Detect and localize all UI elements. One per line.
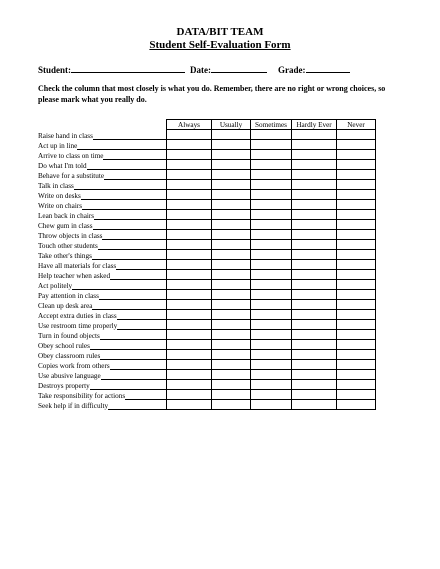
table-row: [38, 150, 376, 160]
behavior-text: Act up in line: [38, 141, 78, 150]
check-cell-usually[interactable]: [212, 360, 251, 370]
check-cell-never[interactable]: [337, 220, 376, 230]
table-row: [38, 270, 376, 280]
check-cell-hardly-ever[interactable]: [292, 280, 337, 290]
col-always: Always: [167, 120, 212, 130]
check-cell-hardly-ever[interactable]: [292, 230, 337, 240]
check-cell-never[interactable]: [337, 150, 376, 160]
check-cell-hardly-ever[interactable]: [292, 340, 337, 350]
check-cell-sometimes[interactable]: [251, 140, 292, 150]
behavior-label: [38, 270, 167, 280]
check-cell-hardly-ever[interactable]: [292, 370, 337, 380]
check-cell-hardly-ever[interactable]: [292, 320, 337, 330]
check-cell-always[interactable]: [167, 340, 212, 350]
check-cell-always[interactable]: [167, 290, 212, 300]
table-row: [38, 360, 376, 370]
check-cell-always[interactable]: [167, 380, 212, 390]
behavior-text: Clean up desk area: [38, 301, 93, 310]
check-cell-always[interactable]: [167, 220, 212, 230]
behavior-text: Copies work from others: [38, 361, 110, 370]
table-row: [38, 300, 376, 310]
team-title: DATA/BIT TEAM: [176, 26, 264, 38]
behavior-text: Do what I'm told: [38, 161, 87, 170]
check-cell-always[interactable]: [167, 190, 212, 200]
check-cell-always[interactable]: [167, 170, 212, 180]
check-cell-hardly-ever[interactable]: [292, 220, 337, 230]
student-field[interactable]: [38, 64, 185, 75]
check-cell-always[interactable]: [167, 200, 212, 210]
table-row: [38, 350, 376, 360]
behavior-label: [38, 170, 167, 180]
check-cell-never[interactable]: [337, 400, 376, 410]
check-cell-sometimes[interactable]: [251, 180, 292, 190]
check-cell-usually[interactable]: [212, 320, 251, 330]
behavior-label: [38, 260, 167, 270]
col-never: Never: [337, 120, 376, 130]
behavior-header: [38, 120, 167, 130]
check-cell-hardly-ever[interactable]: [292, 190, 337, 200]
behavior-label: [38, 160, 167, 170]
behavior-text: Take responsibility for actions: [38, 391, 126, 400]
check-cell-always[interactable]: [167, 150, 212, 160]
header-row: [38, 120, 376, 130]
check-cell-hardly-ever[interactable]: [292, 200, 337, 210]
behavior-label: [38, 200, 167, 210]
grade-label: Grade:: [278, 65, 306, 75]
check-cell-never[interactable]: [337, 240, 376, 250]
check-cell-usually[interactable]: [212, 300, 251, 310]
table-row: [38, 280, 376, 290]
behavior-label: [38, 320, 167, 330]
check-cell-sometimes[interactable]: [251, 340, 292, 350]
table-row: [38, 310, 376, 320]
check-cell-sometimes[interactable]: [251, 200, 292, 210]
behavior-text: Pay attention in class: [38, 291, 99, 300]
behavior-text: Raise hand in class: [38, 131, 93, 140]
check-cell-always[interactable]: [167, 140, 212, 150]
check-cell-sometimes[interactable]: [251, 300, 292, 310]
date-field[interactable]: [190, 64, 267, 75]
check-cell-usually[interactable]: [212, 220, 251, 230]
check-cell-hardly-ever[interactable]: [292, 350, 337, 360]
behavior-label: [38, 380, 167, 390]
check-cell-sometimes[interactable]: [251, 330, 292, 340]
check-cell-always[interactable]: [167, 230, 212, 240]
check-cell-always[interactable]: [167, 130, 212, 140]
student-line[interactable]: [71, 64, 185, 73]
check-cell-never[interactable]: [337, 330, 376, 340]
table-row: [38, 170, 376, 180]
behavior-label: [38, 180, 167, 190]
table-row: [38, 130, 376, 140]
check-cell-hardly-ever[interactable]: [292, 310, 337, 320]
check-cell-usually[interactable]: [212, 240, 251, 250]
behavior-label: [38, 310, 167, 320]
check-cell-sometimes[interactable]: [251, 350, 292, 360]
behavior-label: [38, 250, 167, 260]
check-cell-sometimes[interactable]: [251, 260, 292, 270]
check-cell-usually[interactable]: [212, 260, 251, 270]
check-cell-hardly-ever[interactable]: [292, 270, 337, 280]
behavior-label: [38, 400, 167, 410]
behavior-text: Destroys property: [38, 381, 90, 390]
check-cell-never[interactable]: [337, 370, 376, 380]
check-cell-usually[interactable]: [212, 340, 251, 350]
check-cell-usually[interactable]: [212, 230, 251, 240]
behavior-text: Obey classroom rules: [38, 351, 101, 360]
check-cell-sometimes[interactable]: [251, 130, 292, 140]
check-cell-never[interactable]: [337, 250, 376, 260]
check-cell-never[interactable]: [337, 360, 376, 370]
check-cell-usually[interactable]: [212, 210, 251, 220]
check-cell-always[interactable]: [167, 250, 212, 260]
check-cell-hardly-ever[interactable]: [292, 210, 337, 220]
check-cell-sometimes[interactable]: [251, 190, 292, 200]
behavior-label: [38, 240, 167, 250]
check-cell-hardly-ever[interactable]: [292, 260, 337, 270]
check-cell-never[interactable]: [337, 390, 376, 400]
check-cell-hardly-ever[interactable]: [292, 170, 337, 180]
date-label: Date:: [190, 65, 211, 75]
check-cell-sometimes[interactable]: [251, 360, 292, 370]
check-cell-always[interactable]: [167, 260, 212, 270]
check-cell-usually[interactable]: [212, 370, 251, 380]
check-cell-sometimes[interactable]: [251, 400, 292, 410]
col-usually: Usually: [212, 120, 251, 130]
check-cell-never[interactable]: [337, 210, 376, 220]
behavior-label: [38, 340, 167, 350]
check-cell-hardly-ever[interactable]: [292, 290, 337, 300]
table-row: [38, 330, 376, 340]
check-cell-never[interactable]: [337, 320, 376, 330]
check-cell-never[interactable]: [337, 130, 376, 140]
check-cell-always[interactable]: [167, 280, 212, 290]
behavior-label: [38, 220, 167, 230]
check-cell-always[interactable]: [167, 370, 212, 380]
table-row: [38, 220, 376, 230]
behavior-label: [38, 130, 167, 140]
check-cell-usually[interactable]: [212, 250, 251, 260]
table-row: [38, 240, 376, 250]
check-cell-sometimes[interactable]: [251, 170, 292, 180]
check-cell-always[interactable]: [167, 300, 212, 310]
check-cell-usually[interactable]: [212, 380, 251, 390]
check-cell-never[interactable]: [337, 380, 376, 390]
behavior-text: Arrive to class on time: [38, 151, 104, 160]
check-cell-never[interactable]: [337, 260, 376, 270]
check-cell-hardly-ever[interactable]: [292, 330, 337, 340]
behavior-label: [38, 210, 167, 220]
check-cell-hardly-ever[interactable]: [292, 250, 337, 260]
behavior-text: Chew gum in class: [38, 221, 93, 230]
check-cell-never[interactable]: [337, 180, 376, 190]
behavior-text: Seek help if in difficulty: [38, 401, 109, 410]
col-sometimes: Sometimes: [251, 120, 292, 130]
table-row: [38, 400, 376, 410]
check-cell-hardly-ever[interactable]: [292, 240, 337, 250]
grade-field[interactable]: [278, 64, 350, 75]
col-hardly-ever: Hardly Ever: [292, 120, 337, 130]
check-cell-hardly-ever[interactable]: [292, 130, 337, 140]
check-cell-sometimes[interactable]: [251, 270, 292, 280]
behavior-text: Act politely: [38, 281, 73, 290]
check-cell-never[interactable]: [337, 340, 376, 350]
check-cell-sometimes[interactable]: [251, 370, 292, 380]
behavior-label: [38, 150, 167, 160]
check-cell-always[interactable]: [167, 330, 212, 340]
check-cell-sometimes[interactable]: [251, 380, 292, 390]
behavior-text: Write on chairs: [38, 201, 83, 210]
check-cell-hardly-ever[interactable]: [292, 390, 337, 400]
check-cell-never[interactable]: [337, 230, 376, 240]
check-cell-always[interactable]: [167, 240, 212, 250]
check-cell-sometimes[interactable]: [251, 290, 292, 300]
behavior-text: Lean back in chairs: [38, 211, 95, 220]
check-cell-never[interactable]: [337, 310, 376, 320]
behavior-text: Turn in found objects: [38, 331, 100, 340]
behavior-label: [38, 390, 167, 400]
table-row: [38, 340, 376, 350]
table-row: [38, 390, 376, 400]
check-cell-sometimes[interactable]: [251, 220, 292, 230]
check-cell-never[interactable]: [337, 160, 376, 170]
table-row: [38, 140, 376, 150]
check-cell-usually[interactable]: [212, 350, 251, 360]
check-cell-always[interactable]: [167, 210, 212, 220]
check-cell-always[interactable]: [167, 350, 212, 360]
check-cell-sometimes[interactable]: [251, 240, 292, 250]
check-cell-hardly-ever[interactable]: [292, 360, 337, 370]
check-cell-usually[interactable]: [212, 160, 251, 170]
form-title: Student Self-Evaluation Form: [149, 39, 291, 51]
table-row: [38, 230, 376, 240]
behavior-label: [38, 360, 167, 370]
check-cell-hardly-ever[interactable]: [292, 300, 337, 310]
check-cell-usually[interactable]: [212, 150, 251, 160]
check-cell-sometimes[interactable]: [251, 310, 292, 320]
behavior-label: [38, 190, 167, 200]
check-cell-sometimes[interactable]: [251, 320, 292, 330]
check-cell-hardly-ever[interactable]: [292, 150, 337, 160]
behavior-label: [38, 280, 167, 290]
check-cell-never[interactable]: [337, 300, 376, 310]
check-cell-hardly-ever[interactable]: [292, 160, 337, 170]
check-cell-never[interactable]: [337, 140, 376, 150]
check-cell-usually[interactable]: [212, 140, 251, 150]
check-cell-usually[interactable]: [212, 270, 251, 280]
behavior-label: [38, 230, 167, 240]
behavior-text: Talk in class: [38, 181, 74, 190]
check-cell-always[interactable]: [167, 180, 212, 190]
check-cell-never[interactable]: [337, 200, 376, 210]
behavior-label: [38, 140, 167, 150]
table-row: [38, 250, 376, 260]
behavior-label: [38, 300, 167, 310]
check-cell-always[interactable]: [167, 390, 212, 400]
behavior-text: Obey school rules: [38, 341, 90, 350]
table-row: [38, 370, 376, 380]
check-cell-usually[interactable]: [212, 330, 251, 340]
behavior-text: Use restroom time properly: [38, 321, 118, 330]
table-row: [38, 200, 376, 210]
check-cell-always[interactable]: [167, 320, 212, 330]
check-cell-hardly-ever[interactable]: [292, 180, 337, 190]
behavior-label: [38, 370, 167, 380]
table-row: [38, 320, 376, 330]
check-cell-sometimes[interactable]: [251, 210, 292, 220]
check-cell-always[interactable]: [167, 360, 212, 370]
behavior-text: Have all materials for class: [38, 261, 117, 270]
check-cell-hardly-ever[interactable]: [292, 380, 337, 390]
check-cell-usually[interactable]: [212, 180, 251, 190]
table-row: [38, 260, 376, 270]
check-cell-never[interactable]: [337, 170, 376, 180]
behavior-text: Take other's things: [38, 251, 92, 260]
check-cell-usually[interactable]: [212, 130, 251, 140]
behavior-label: [38, 350, 167, 360]
check-cell-never[interactable]: [337, 350, 376, 360]
check-cell-usually[interactable]: [212, 170, 251, 180]
behavior-text: Write on desks: [38, 191, 81, 200]
check-cell-never[interactable]: [337, 270, 376, 280]
behavior-label: [38, 290, 167, 300]
check-cell-sometimes[interactable]: [251, 150, 292, 160]
table-row: [38, 210, 376, 220]
table-row: [38, 380, 376, 390]
check-cell-usually[interactable]: [212, 290, 251, 300]
check-cell-usually[interactable]: [212, 400, 251, 410]
date-line[interactable]: [211, 64, 267, 73]
check-cell-usually[interactable]: [212, 200, 251, 210]
behavior-text: Touch other students: [38, 241, 98, 250]
check-cell-always[interactable]: [167, 310, 212, 320]
evaluation-table: [38, 119, 376, 410]
check-cell-sometimes[interactable]: [251, 390, 292, 400]
behavior-text: Throw objects in class: [38, 231, 103, 240]
check-cell-sometimes[interactable]: [251, 250, 292, 260]
check-cell-sometimes[interactable]: [251, 160, 292, 170]
behavior-text: Behave for a substitute: [38, 171, 105, 180]
check-cell-never[interactable]: [337, 290, 376, 300]
behavior-label: [38, 330, 167, 340]
check-cell-usually[interactable]: [212, 280, 251, 290]
check-cell-never[interactable]: [337, 280, 376, 290]
check-cell-hardly-ever[interactable]: [292, 400, 337, 410]
table-row: [38, 160, 376, 170]
check-cell-hardly-ever[interactable]: [292, 140, 337, 150]
table-row: [38, 190, 376, 200]
instructions: Check the column that most closely is what you do. Remember, there are no right or wrong choices, so please mark what you really do.: [38, 84, 386, 104]
check-cell-always[interactable]: [167, 400, 212, 410]
behavior-text: Use abusive language: [38, 371, 101, 380]
check-cell-always[interactable]: [167, 270, 212, 280]
check-cell-usually[interactable]: [212, 390, 251, 400]
student-label: Student:: [38, 65, 72, 75]
check-cell-never[interactable]: [337, 190, 376, 200]
grade-line[interactable]: [306, 64, 350, 73]
behavior-text: Accept extra duties in class: [38, 311, 117, 320]
check-cell-always[interactable]: [167, 160, 212, 170]
table-row: [38, 290, 376, 300]
table-row: [38, 180, 376, 190]
behavior-text: Help teacher when asked: [38, 271, 111, 280]
check-cell-sometimes[interactable]: [251, 230, 292, 240]
check-cell-sometimes[interactable]: [251, 280, 292, 290]
check-cell-usually[interactable]: [212, 190, 251, 200]
check-cell-usually[interactable]: [212, 310, 251, 320]
